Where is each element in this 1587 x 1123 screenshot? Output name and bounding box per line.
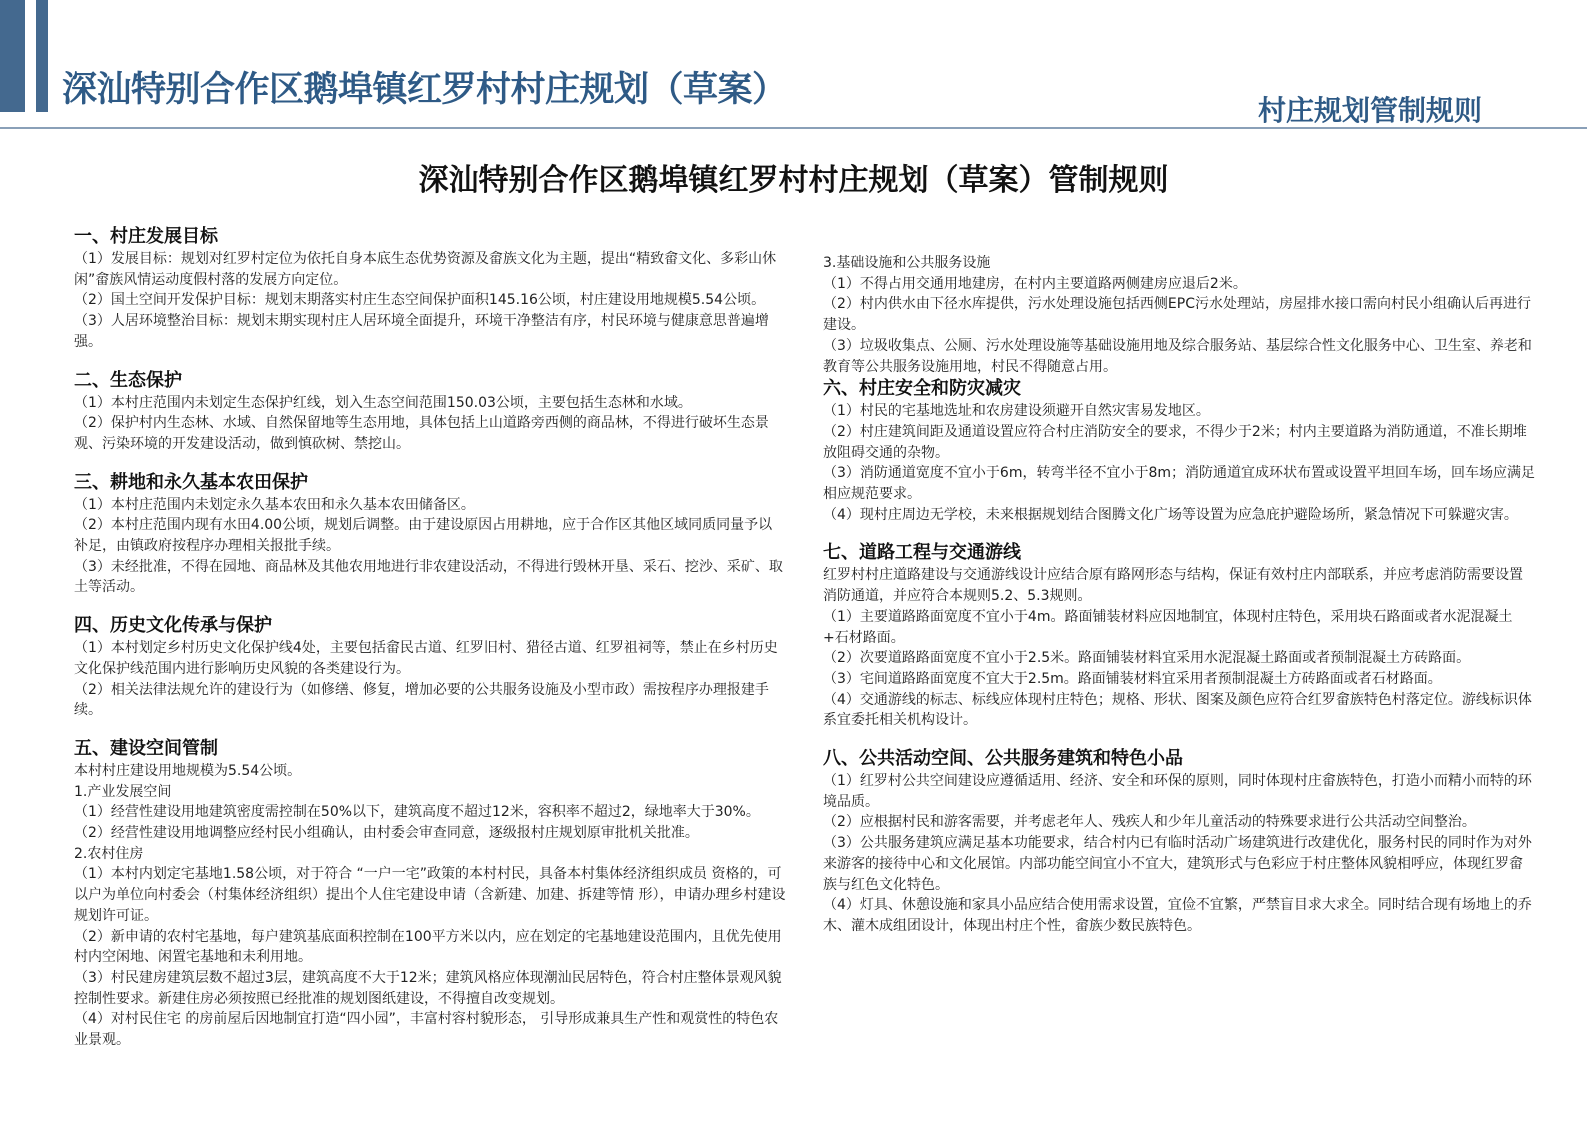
rule-paragraph: 2.农村住房 [74,845,144,862]
rule-paragraph: （2）保护村内生态林、水域、自然保留地等生态用地，具体包括上山道路旁西侧的商品林，不得进行破坏生态景观、污染环境的开发建设活动，做到慎砍树、禁挖山。 [74,415,769,452]
section-heading: 五、建设空间管制 [74,737,218,759]
rule-paragraph: （1）村民的宅基地选址和农房建设须避开自然灾害易发地区。 [823,403,1210,420]
rule-paragraph: （2）村内供水由下径水库提供，污水处理设施包括西侧EPC污水处理站，房屋排水接口需向村民小组确认后再进行建设。 [823,296,1531,334]
rule-paragraph: （3）消防通道宽度不宜小于6m，转弯半径不宜小于8m；消防通道宜成环状布置或设置平坦回车场，回车场应满足相应规范要求。 [823,465,1535,503]
rule-paragraph: （2）经营性建设用地调整应经村民小组确认，由村委会审查同意，逐级报村庄规划原审批机关批准。 [74,825,699,842]
rule-paragraph: （4）现村庄周边无学校，未来根据规划结合图腾文化广场等设置为应急庇护避险场所，紧急情况下可躲避灾害。 [823,506,1518,523]
rule-paragraph: （1）发展目标：规划对红罗村定位为依托自身本底生态优势资源及畲族文化为主题，提出“精致畲文化、多彩山休闲”畲族风情运动度假村落的发展方向定位。 [74,251,777,288]
header-section-label: 村庄规划管制规则 [1257,94,1482,127]
rule-paragraph: （3）宅间道路路面宽度不宜大于2.5m。路面铺装材料宜采用者预制混凝土方砖路面或者石材路面。 [823,670,1442,687]
rule-paragraph: （2）本村庄范围内现有水田4.00公顷，规划后调整。由于建设原因占用耕地，应于合作区其他区域同质同量予以补足，由镇政府按程序办理相关报批手续。 [74,517,773,555]
rule-paragraph: （3）公共服务建筑应满足基本功能要求，结合村内已有临时活动广场建筑进行改建优化，服务村民的同时作为对外来游客的接待中心和文化展馆。内部功能空间宜小不宜大，建筑形式与色彩应于村庄整体风貌相呼应，体现红罗畲族与红色文化特色。 [823,835,1532,893]
header-divider [0,127,1587,129]
section-heading: 四、历史文化传承与保护 [74,615,272,637]
section [823,747,1535,937]
rule-paragraph: （3）垃圾收集点、公厕、污水处理设施等基础设施用地及综合服务站、基层综合性文化服务中心、卫生室、养老和教育等公共服务设施用地，村民不得随意占用。 [823,337,1532,375]
rule-paragraph: （2）国土空间开发保护目标：规划末期落实村庄生态空间保护面积145.16公顷，村庄建设用地规模5.54公顷。 [74,292,766,309]
rule-paragraph: 1.产业发展空间 [74,783,172,800]
rule-paragraph: （4）灯具、休憩设施和家具小品应结合使用需求设置，宜俭不宜繁，严禁盲目求大求全。同时结合现有场地上的乔木、灌木成组团设计，体现出村庄个性，畲族少数民族特色。 [823,897,1532,934]
section-heading: 二、生态保护 [74,369,182,391]
section-heading: 七、道路工程与交通游线 [823,542,1021,564]
document-title: 深汕特别合作区鹅埠镇红罗村村庄规划（草案）管制规则 [418,163,1169,198]
right-column [823,253,1535,937]
section-heading: 三、耕地和永久基本农田保护 [74,471,308,493]
left-column [74,225,786,1051]
rule-paragraph: （3）村民建房建筑层数不超过3层，建筑高度不大于12米；建筑风格应体现潮汕民居特色，符合村庄整体景观风貌控制性要求。新建住房必须按照已经批准的规划图纸建设，不得擅自改变规划。 [74,969,782,1007]
rule-paragraph: （1）主要道路路面宽度不宜小于4m。路面铺装材料应因地制宜，体现村庄特色，采用块石路面或者水泥混凝土+石材路面。 [823,608,1513,646]
section-heading: 六、村庄安全和防灾减灾 [823,378,1021,400]
rule-paragraph: （1）经营性建设用地建筑密度需控制在50%以下，建筑高度不超过12米，容积率不超过2，绿地率大于30%。 [74,804,760,821]
rule-paragraph: （2）次要道路路面宽度不宜小于2.5米。路面铺装材料宜采用水泥混凝土路面或者预制混凝土方砖路面。 [823,650,1471,667]
section [74,614,786,721]
rule-paragraph: （1）本村庄范围内未划定永久基本农田和永久基本农田储备区。 [74,496,475,513]
rule-paragraph: （2）村庄建筑间距及通道设置应符合村庄消防安全的要求，不得少于2米；村内主要道路为消防通道，不准长期堆放阻碍交通的杂物。 [823,423,1527,461]
rule-paragraph: （1）本村划定乡村历史文化保护线4处，主要包括畲民古道、红罗旧村、猎径古道、红罗祖祠等，禁止在乡村历史文化保护线范围内进行影响历史风貌的各类建设行为。 [74,640,778,677]
header-accent-bar-narrow [36,0,48,112]
section [823,541,1535,731]
rule-paragraph: （3）人居环境整治目标：规划末期实现村庄人居环境全面提升，环境干净整洁有序，村民环境与健康意思普遍增强。 [74,313,769,350]
rule-paragraph: （2）新申请的农村宅基地，每户建筑基底面积控制在100平方米以内，应在划定的宅基地建设范围内，且优先使用村内空闲地、闲置宅基地和未利用地。 [74,928,782,966]
rule-paragraph: （1）不得占用交通用地建房，在村内主要道路两侧建房应退后2米。 [823,275,1247,292]
rule-paragraph: 本村村庄建设用地规模为5.54公顷。 [74,762,302,779]
section [823,377,1535,525]
rule-paragraph: 红罗村村庄道路建设与交通游线设计应结合原有路网形态与结构，保证有效村庄内部联系，并应考虑消防需要设置消防通道，并应符合本规则5.2、5.3规则。 [823,567,1523,605]
section [823,253,1535,377]
rule-paragraph: （2）相关法律法规允许的建设行为（如修缮、修复，增加必要的公共服务设施及小型市政）需按程序办理报建手续。 [74,681,769,719]
section-heading: 八、公共活动空间、公共服务建筑和特色小品 [823,748,1183,770]
rule-paragraph: （2）应根据村民和游客需要，并考虑老年人、残疾人和少年儿童活动的特殊要求进行公共活动空间整治。 [823,814,1476,831]
rule-paragraph: （4）交通游线的标志、标线应体现村庄特色；规格、形状、图案及颜色应符合红罗畲族特色村落定位。游线标识体系宜委托相关机构设计。 [823,691,1532,729]
section [74,737,786,1051]
rule-paragraph: （1）本村庄范围内未划定生态保护红线，划入生态空间范围150.03公顷，主要包括生态林和水域。 [74,394,692,411]
header-accent-bar-wide [0,0,25,112]
rule-paragraph: （3）未经批准，不得在园地、商品林及其他农用地进行非农建设活动，不得进行毁林开垦、采石、挖沙、采矿、取土等活动。 [74,558,783,596]
rule-paragraph: 3.基础设施和公共服务设施 [823,255,991,271]
rule-paragraph: （4）对村民住宅 的房前屋后因地制宜打造“四小园”，丰富村容村貌形态， 引导形成兼具生产性和观赏性的特色农业景观。 [74,1011,779,1049]
section-heading: 一、村庄发展目标 [74,226,218,247]
rule-paragraph: （1）本村内划定宅基地1.58公顷，对于符合 “一户一宅”政策的本村村民，具备本村集体经济组织成员 资格的，可以户为单位向村委会（村集体经济组织）提出个人住宅建设申请（含新建、加建、拆建等情 形），申请办理乡村建设规划许可证。 [74,866,786,924]
section [74,225,786,353]
section [74,471,786,599]
rule-paragraph: （1）红罗村公共空间建设应遵循适用、经济、安全和环保的原则，同时体现村庄畲族特色，打造小而精小而特的环境品质。 [823,773,1532,810]
header-title: 深汕特别合作区鹅埠镇红罗村村庄规划（草案） [62,70,787,110]
section [74,369,786,455]
